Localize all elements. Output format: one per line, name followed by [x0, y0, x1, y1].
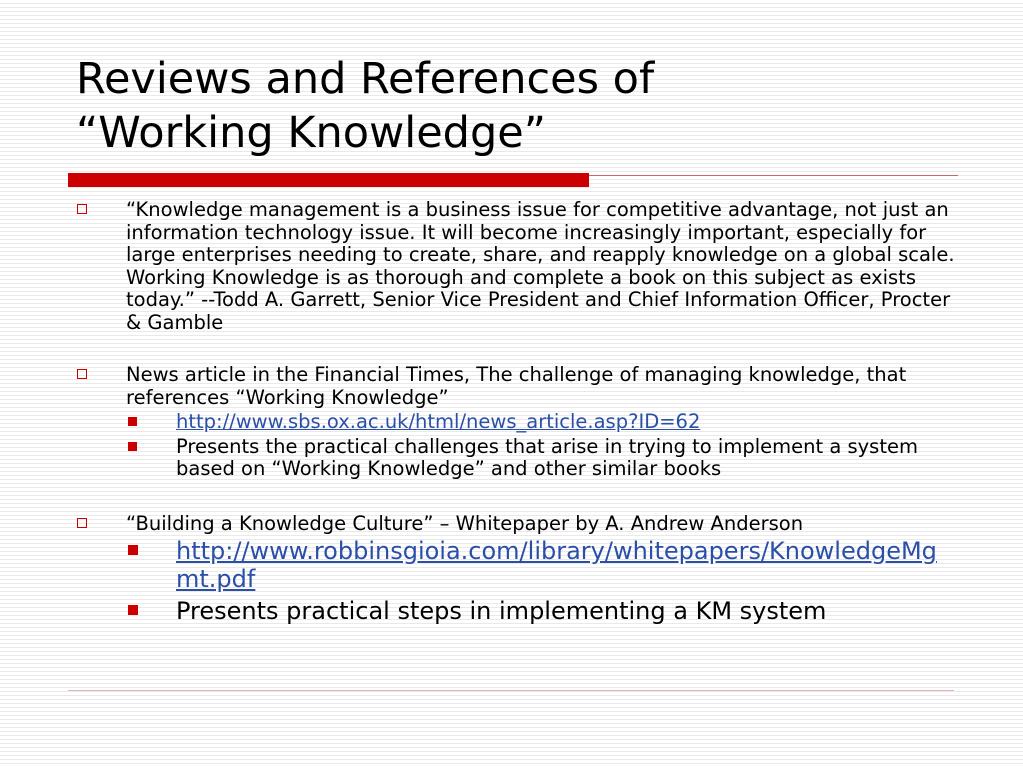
title-underline-red-bar — [68, 173, 589, 187]
title-underline — [68, 173, 958, 187]
bullet-financial-times — [76, 364, 956, 409]
subbullet-ft-summary — [76, 436, 956, 481]
bullet-knowledge-culture — [76, 513, 956, 536]
filled-square-bullet-icon — [128, 605, 138, 615]
filled-square-bullet-icon — [128, 545, 138, 555]
bullet-quote-garrett — [76, 199, 956, 334]
subbullet-whitepaper-link — [76, 537, 956, 593]
subbullet-ft-link — [76, 411, 956, 434]
slide-body — [76, 199, 956, 625]
filled-square-bullet-icon — [128, 442, 137, 451]
subbullet-text: Presents practical steps in implementing a KM system — [176, 597, 827, 625]
hollow-square-bullet-icon — [77, 369, 87, 379]
slide-title — [76, 52, 976, 160]
title-underline-thin-line — [589, 175, 958, 176]
hollow-square-bullet-icon — [77, 204, 87, 214]
subbullet-whitepaper-summary — [76, 597, 956, 625]
footer-divider — [68, 690, 954, 691]
bullet-text: “Building a Knowledge Culture” – Whitepaper by A. Andrew Anderson — [126, 511, 804, 535]
filled-square-bullet-icon — [128, 417, 137, 426]
ft-article-link[interactable]: http://www.sbs.ox.ac.uk/html/news_article.asp?ID=62 — [176, 410, 701, 433]
title-line-1: Reviews and References of — [76, 54, 655, 104]
bullet-text: “Knowledge management is a business issue for competitive advantage, not just an information technology issue. It will become increasingly important, especially for large enterprises needing to create, share, and reapply knowledge on a global scale. Working Knowledge is as thorough and complete a book on this subject as exists today.” --Todd A. Garrett, Senior Vice President and Chief Information Officer, Procter & Gamble — [126, 198, 955, 334]
bullet-text: News article in the Financial Times, The challenge of managing knowledge, that references “Working Knowledge” — [126, 363, 907, 409]
title-line-2: “Working Knowledge” — [76, 108, 546, 158]
whitepaper-link[interactable]: http://www.robbinsgioia.com/library/whitepapers/KnowledgeMgmt.pdf — [176, 537, 937, 593]
hollow-square-bullet-icon — [77, 518, 87, 528]
subbullet-text: Presents the practical challenges that arise in trying to implement a system based on “Working Knowledge” and other similar books — [176, 434, 918, 480]
